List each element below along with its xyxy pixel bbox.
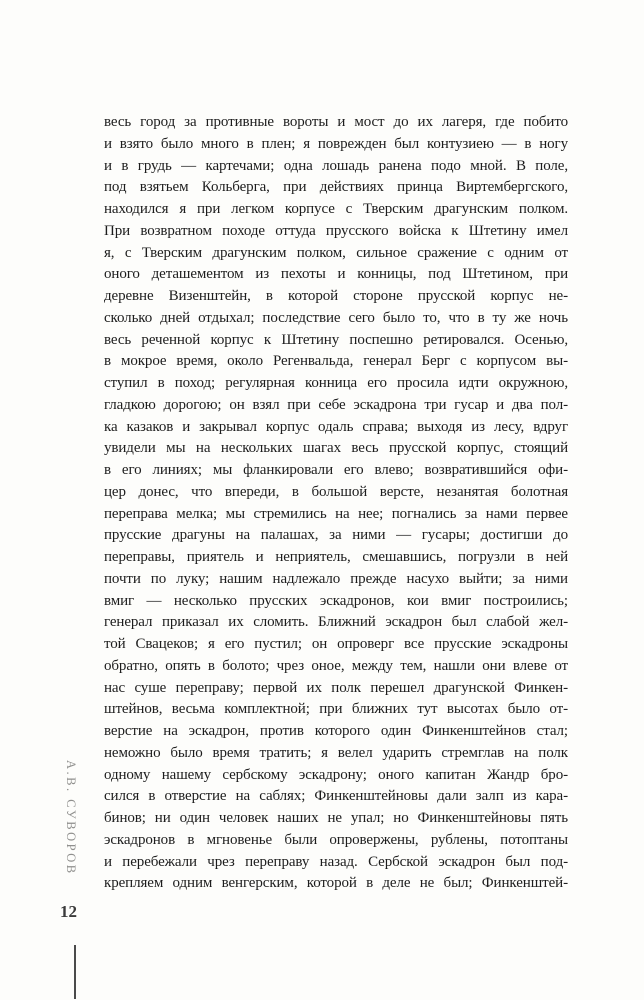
text-line: весь реченной корпус к Штетину поспешно ретировался. Осенью, bbox=[104, 331, 568, 348]
body-text bbox=[104, 112, 568, 895]
text-line: и перебежали чрез переправу назад. Сербской эскадрон был под- bbox=[104, 853, 568, 870]
text-line: деревне Визенштейн, в которой стороне прусской корпус не- bbox=[104, 288, 568, 304]
text-line: вмиг — несколько прусских эскадронов, кои вмиг построились; bbox=[104, 592, 568, 609]
text-line: ка казаков и закрывал корпус одаль справа; выходя из лесу, вдруг bbox=[104, 418, 568, 435]
text-line: под взятьем Кольберга, при действиях принца Виртембергского, bbox=[104, 179, 568, 196]
text-line: находился я при легком корпусе с Тверским драгунским полком. bbox=[104, 201, 568, 217]
footer-rule bbox=[74, 945, 76, 999]
text-line: цер донес, что впереди, в большой версте, незанятая болотная bbox=[104, 483, 568, 500]
text-line: сколько дней отдыхал; последствие сего было то, что в ту же ночь bbox=[104, 309, 568, 326]
text-line: При возвратном походе оттуда прусского войска к Штетину имел bbox=[104, 222, 568, 239]
text-line: сился в отверстие на саблях; Финкенштейновы дали залп из кара- bbox=[104, 788, 568, 805]
text-line: оного деташементом из пехоты и конницы, под Штетином, при bbox=[104, 266, 568, 283]
page-number: 12 bbox=[60, 902, 77, 921]
text-line: увидели мы на нескольких шагах весь прусской корпус, стоящий bbox=[104, 440, 568, 457]
text-line: обратно, опять в болото; чрез оное, между тем, нашли они влеве от bbox=[104, 657, 568, 674]
text-line: штейнов, весьма комплектной; при ближних тут высотах было от- bbox=[104, 701, 568, 718]
text-line: верстие на эскадрон, против которого один Финкенштейнов стал; bbox=[104, 723, 568, 739]
text-line: генерал приказал их сломить. Ближний эскадрон был слабой жел- bbox=[104, 614, 568, 631]
author-margin-label: А.В. СУВОРОВ bbox=[64, 760, 78, 876]
text-line: и взято было много в плен; я поврежден был контузиею — в ногу bbox=[104, 135, 568, 152]
text-line: одному нашему сербскому эскадрону; оного капитан Жандр бро- bbox=[104, 766, 568, 783]
text-line: в его линиях; мы фланкировали его влево; возвратившийся офи- bbox=[104, 462, 568, 478]
text-line: эскадронов в мгновенье были опровержены, рублены, потоптаны bbox=[104, 831, 568, 848]
text-line: той Свацеков; я его пустил; он опроверг все прусские эскадроны bbox=[104, 636, 568, 652]
text-line: почти по луку; нашим надлежало прежде насухо выйти; за ними bbox=[104, 570, 568, 587]
text-line: переправа мелка; мы стремились на нее; погнались за нами первее bbox=[104, 505, 568, 522]
text-line: бинов; ни один человек наших не упал; но Финкенштейновы пять bbox=[104, 810, 568, 826]
text-line: и в грудь — картечами; одна лошадь ранена подо мной. В поле, bbox=[104, 157, 568, 174]
text-line: гладкою дорогою; он взял при себе эскадрона три гусар и два пол- bbox=[104, 396, 568, 413]
text-line: нас суше переправу; первой их полк перешел драгунской Финкен- bbox=[104, 679, 568, 696]
text-line: переправы, приятель и неприятель, смешавшись, погрузли в ней bbox=[104, 549, 568, 565]
text-line: неможно было время тратить; я велел ударить стремглав на полк bbox=[104, 744, 568, 761]
text-line: весь город за противные вороты и мост до их лагеря, где побито bbox=[104, 114, 568, 130]
text-line: ступил в поход; регулярная конница его просила идти окружною, bbox=[104, 375, 568, 391]
text-line: я, с Тверским драгунским полком, сильное сражение с одним от bbox=[104, 244, 568, 261]
text-line: прусские драгуны на палашах, за ними — гусары; достигши до bbox=[104, 527, 568, 544]
text-line: в мокрое время, около Регенвальда, генерал Берг с корпусом вы- bbox=[104, 353, 568, 370]
text-line: крепляем одним венгерским, которой в деле не был; Финкенштей- bbox=[104, 875, 568, 892]
